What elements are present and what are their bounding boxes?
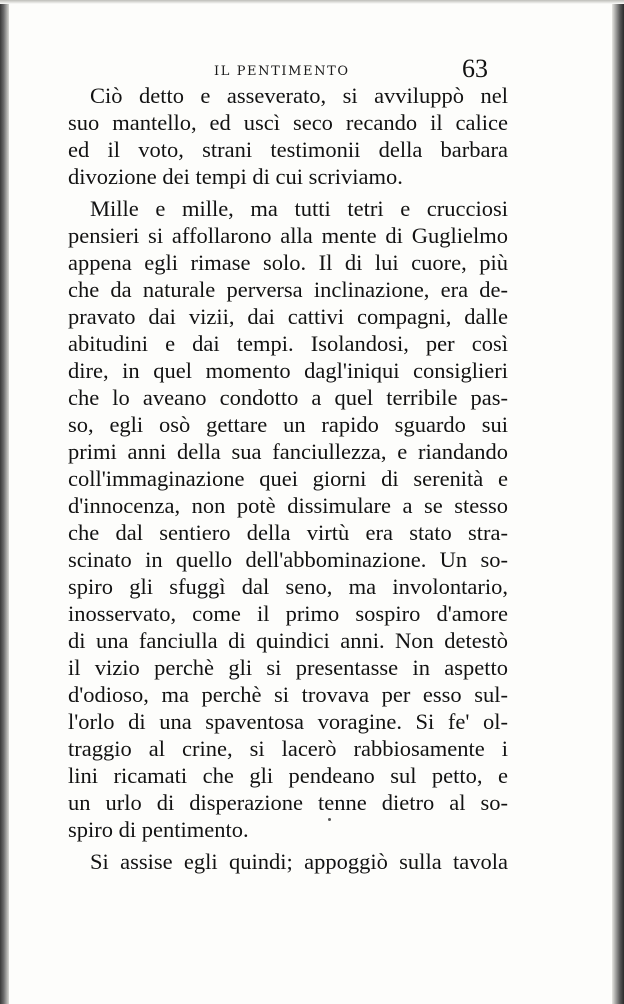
text-line: coll'immaginazione quei giorni di serenità e [68, 466, 508, 491]
text-line: pravato dai vizii, dai cattivi compagni, dalle [68, 304, 508, 329]
text-line: l'orlo di una spaventosa voragine. Si fe' ol- [68, 709, 508, 734]
running-head: IL PENTIMENTO [214, 64, 350, 79]
text-line: ed il voto, strani testimonii della barbara [68, 137, 508, 162]
text-line: Mille e mille, ma tutti tetri e crucciosi [90, 196, 508, 221]
text-line: spiro gli sfuggì dal seno, ma involontario, [68, 574, 508, 599]
page-number: 63 [462, 54, 488, 83]
text-line: un urlo di disperazione tenne dietro al so- [68, 790, 508, 815]
text-line: Ciò detto e asseverato, si avviluppò nel [90, 83, 508, 108]
text-line: il vizio perchè gli si presentasse in aspetto [68, 655, 508, 680]
text-line: d'odioso, ma perchè si trovava per esso sul- [68, 682, 508, 707]
text-line: spiro di pentimento. [68, 817, 249, 842]
text-line: che lo aveano condotto a quel terribile pas- [68, 385, 508, 410]
text-line: dire, in quel momento dagl'iniqui consiglieri [68, 358, 508, 383]
text-line: Si assise egli quindi; appoggiò sulla tavola [90, 849, 508, 874]
text-line: abitudini e dai tempi. Isolandosi, per così [68, 331, 508, 356]
page-right-edge-shadow [612, 0, 624, 1004]
page-header [0, 52, 624, 82]
text-line: che dal sentiero della virtù era stato stra- [68, 520, 508, 545]
text-line: inosservato, come il primo sospiro d'amore [68, 601, 508, 626]
ink-speck [328, 818, 331, 821]
text-line: traggio al crine, si lacerò rabbiosamente i [68, 736, 508, 761]
text-line: appena egli rimase solo. Il di lui cuore, più [68, 250, 508, 275]
page-top-edge [0, 0, 624, 4]
text-line: lini ricamati che gli pendeano sul petto, e [68, 763, 508, 788]
text-line: che da naturale perversa inclinazione, era de- [68, 277, 508, 302]
text-line: scinato in quello dell'abbominazione. Un so- [68, 547, 508, 572]
text-line: divozione dei tempi di cui scriviamo. [68, 164, 403, 189]
text-line: primi anni della sua fanciullezza, e riandando [68, 439, 508, 464]
page-left-edge-shadow [0, 0, 9, 1004]
text-line: so, egli osò gettare un rapido sguardo sui [68, 412, 508, 437]
text-line: pensieri si affollarono alla mente di Guglielmo [68, 223, 508, 248]
text-line: di una fanciulla di quindici anni. Non detestò [68, 628, 508, 653]
text-line: suo mantello, ed uscì seco recando il calice [68, 110, 508, 135]
text-line: d'innocenza, non potè dissimulare a se stesso [68, 493, 508, 518]
